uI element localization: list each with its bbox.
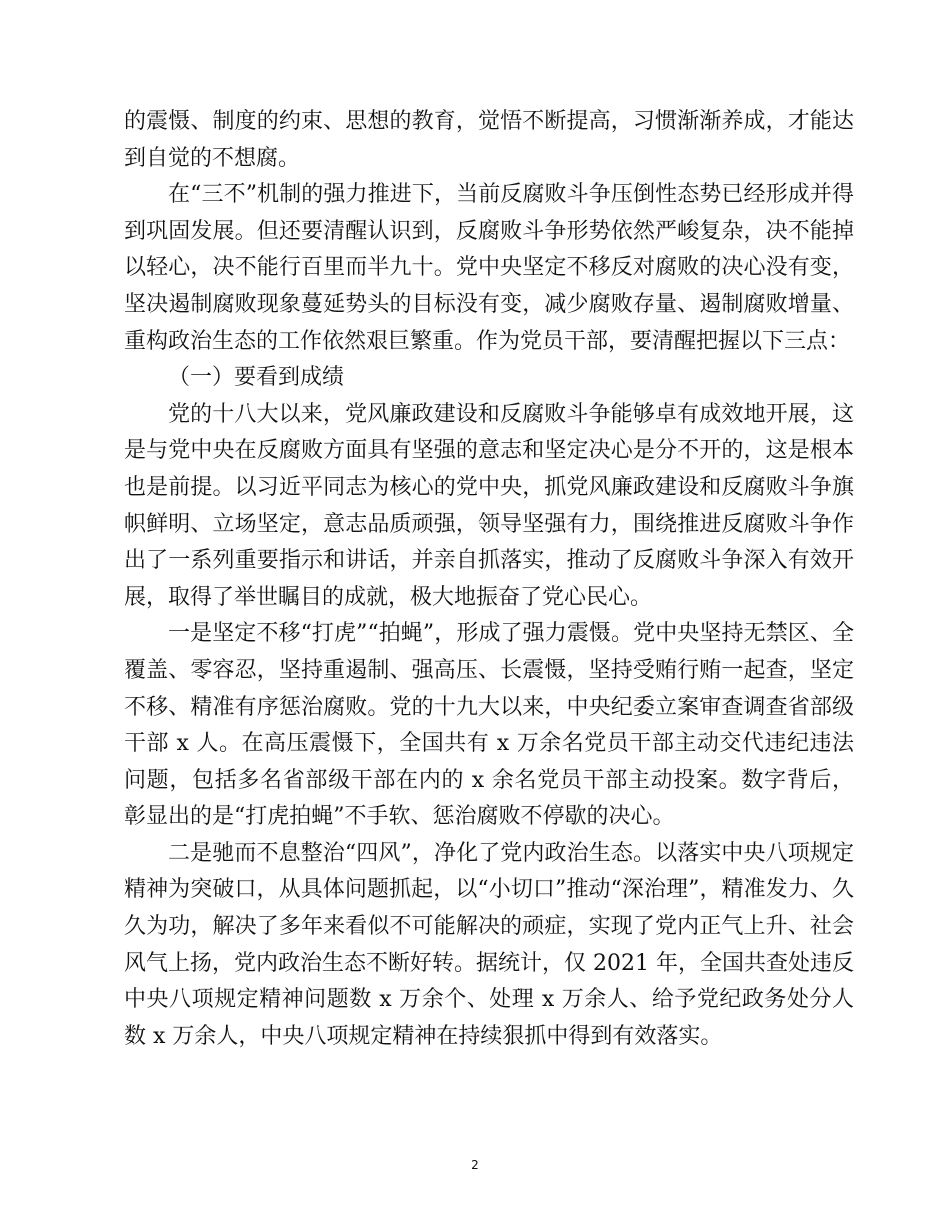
section-heading: （一）要看到成绩 [168, 365, 345, 391]
paragraph-5: 二是驰而不息整治“四风”，净化了党内政治生态。以落实中央八项规定精神为突破口，从具体问题抓起，以“小切口”推动“深治理”，精准发力、久久为功，解决了多年来看似不可能解决的顽症，实现了党内正气上升、社会风气上扬，党内政治生态不断好转。据统计，仅 2021 年，全国共查处违反中央八项规定精神问题数 x 万余个、处理 x 万余人、给予党纪政务处分人数 x 万余人，中央八项规定精神在持续狠抓中得到有效落实。 [124, 840, 854, 1049]
paragraph-1: 的震慑、制度的约束、思想的教育，觉悟不断提高，习惯渐渐养成，才能达到自觉的不想腐。 [124, 109, 854, 171]
paragraph-4: 一是坚定不移“打虎”“拍蝇”，形成了强力震慑。党中央坚持无禁区、全覆盖、零容忍，坚持重遏制、强高压、长震慑，坚持受贿行贿一起查，坚定不移、精准有序惩治腐败。党的十九大以来，中央纪委立案审查调查省部级干部 x 人。在高压震慑下，全国共有 x 万余名党员干部主动交代违纪违法问题，包括多名省部级干部在内的 x 余名党员干部主动投案。数字背后，彰显出的是“打虎拍蝇”不手软、惩治腐败不停歇的决心。 [124, 621, 854, 830]
paragraph-2: 在“三不”机制的强力推进下，当前反腐败斗争压倒性态势已经形成并得到巩固发展。但还要清醒认识到，反腐败斗争形势依然严峻复杂，决不能掉以轻心，决不能行百里而半九十。党中央坚定不移反对腐败的决心没有变，坚决遏制腐败现象蔓延势头的目标没有变，减少腐败存量、遏制腐败增量、重构政治生态的工作依然艰巨繁重。作为党员干部，要清醒把握以下三点： [124, 182, 854, 354]
paragraph-3: 党的十八大以来，党风廉政建设和反腐败斗争能够卓有成效地开展，这是与党中央在反腐败方面具有坚强的意志和坚定决心是分不开的，这是根本也是前提。以习近平同志为核心的党中央，抓党风廉政建设和反腐败斗争旗帜鲜明、立场坚定，意志品质顽强，领导坚强有力，围绕推进反腐败斗争作出了一系列重要指示和讲话，并亲自抓落实，推动了反腐败斗争深入有效开展，取得了举世瞩目的成就，极大地振奋了党心民心。 [124, 401, 854, 610]
page-number: 2 [471, 1158, 479, 1172]
document-body [124, 104, 854, 1055]
